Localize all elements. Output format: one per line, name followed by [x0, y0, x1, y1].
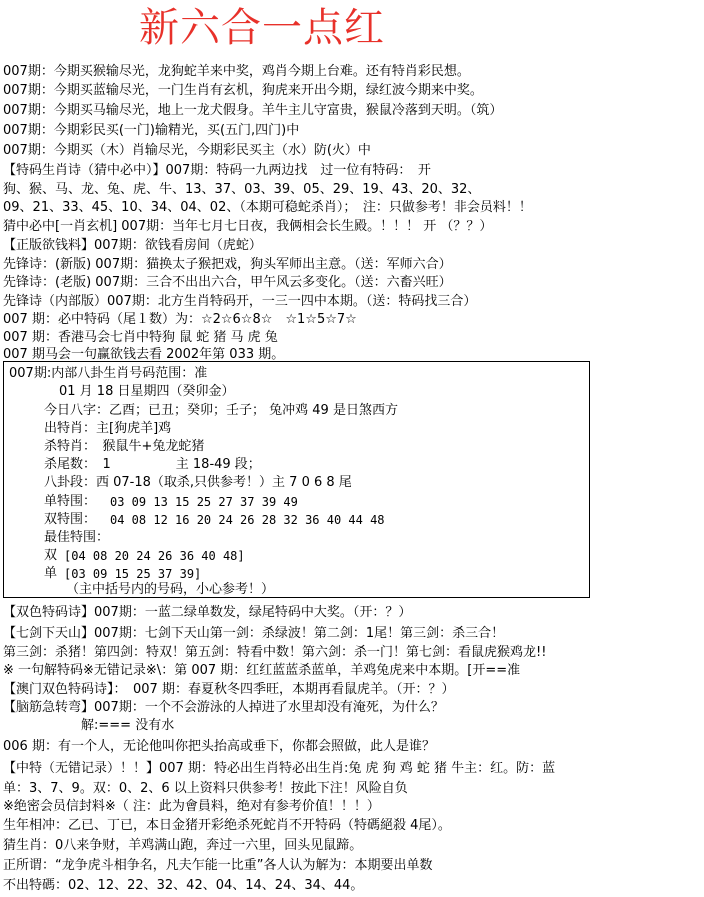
- bagua-range-box: [3, 361, 590, 598]
- mystery-line: 猜中必中[一肖玄机] 007期：当年七月七日夜，我俩相会长生殿。！！！ 开 （？？）: [3, 219, 493, 234]
- saying-line: 正所谓：“龙争虎斗相争名，凡夫乍能一比重”各人认为解为：本期要出单数: [3, 858, 433, 873]
- money-clue-line: 【正版欲钱料】007期：欲钱看房间（虎蛇）: [3, 238, 262, 253]
- vanguard-poem-line: 先锋诗（内部版）007期：北方生肖特码开，一三一四中本期。（送：特码找三合）: [3, 294, 477, 309]
- zodiac-numbers-line: 狗、猴、马、龙、兔、虎、牛、13、37、03、39、05、29、19、43、20、32、: [3, 182, 481, 197]
- member-envelope-line: ※绝密会员信封料※（ 注：此为會員料，绝对有参考价值！！！）: [3, 799, 380, 814]
- two-color-poem-line: 【双色特码诗】007期：一蓝二绿单数发，绿尾特码中大奖。（开：？）: [3, 605, 412, 620]
- tail-number-line: 007 期：必中特码（尾１数）为：☆2☆6☆8☆ ☆1☆5☆7☆: [3, 312, 357, 327]
- box-header: 007期:内部八卦生肖号码范围：准: [9, 366, 208, 381]
- vanguard-poem-line: 先锋诗：(新版) 007期：猫换太子猴把戏，狗头军师出主意。（送：军师六合）: [3, 257, 452, 272]
- seven-swords-line: 第三剑：杀猪！第四剑：特双！第五剑：特看中数！第六剑：杀一门！第七剑：看鼠虎猴鸡龙!!: [3, 645, 547, 660]
- box-dan-label: 单特围：: [44, 494, 97, 509]
- box-note: （主中括号内的号码，小心参考！）: [66, 582, 275, 597]
- vanguard-poem-line: 先锋诗：(老版) 007期：三合不出出六合，甲午风云多变化。（送：六畜兴旺）: [3, 275, 452, 290]
- excluded-numbers-line: 不出特碼：02、12、22、32、42、04、14、24、34、44。: [3, 878, 364, 893]
- box-best-label: 最佳特围：: [44, 530, 110, 545]
- box-shawei: 杀尾数： 1 主 18-49 段；: [44, 457, 261, 472]
- prediction-line: 007期：今期彩民买(一门)输精光，买(五门,四门)中: [3, 123, 300, 138]
- riddle-answer-line: 解:=== 没有水: [3, 718, 175, 733]
- box-best-shuang-label: 双: [44, 548, 58, 563]
- conflict-line: 生年相冲：乙已、丁已，本日金猪开彩绝杀死蛇肖不开特码（特碼絕殺 4尾）。: [3, 818, 451, 833]
- prediction-line: 007期：今期买马输尽光，地上一龙犬假身。羊牛主儿守富贵，猴鼠冷落到天明。（筑）: [3, 103, 503, 118]
- box-best-dan-numbers: [03 09 15 25 37 39]: [64, 567, 202, 581]
- box-shuang-numbers: 04 08 12 16 20 24 26 28 32 36 40 44 48: [110, 513, 385, 527]
- box-chute: 出特肖：主[狗虎羊]鸡: [44, 421, 172, 436]
- prediction-line: 007期：今期买蓝输尽光，一门生肖有玄机，狗虎来开出今期，绿红波今期来中奖。: [3, 83, 483, 98]
- prediction-line: 007期：今期买猴输尽光，龙狗蛇羊来中奖，鸡肖今期上台难。还有特肖彩民想。: [3, 64, 470, 79]
- macau-poem-line: 【澳门双色特码诗】： 007 期：春夏秋冬四季旺，本期再看鼠虎羊。（开：？）: [3, 682, 455, 697]
- special-code-line: 单：3、7、9。双：0、2、6 以上资料只供参考！按此下注！风险自负: [3, 781, 408, 796]
- box-date: 01 月 18 日星期四（癸卯金）: [59, 384, 235, 399]
- zodiac-numbers-line: 09、21、33、45、10、34、04、02、（本期可稳蛇杀肖）； 注：只做参考！非会员料！！: [3, 200, 532, 215]
- box-dan-numbers: 03 09 13 15 25 27 37 39 49: [110, 495, 298, 509]
- riddle-line: 006 期：有一个人，无论他叫你把头抬高或垂下，你都会照做，此人是谁？: [3, 739, 435, 754]
- hk-zodiac-line: 007 期：香港马会七肖中特狗 鼠 蛇 猪 马 虎 兔: [3, 330, 278, 345]
- page-title: 新六合一点红: [139, 5, 385, 51]
- box-best-shuang-numbers: [04 08 20 24 26 36 40 48]: [64, 549, 245, 563]
- box-bagua: 八卦段：西 07-18（取杀,只供参考！）主 7 0 6 8 尾: [44, 475, 352, 490]
- seven-swords-line: 【七剑下天山】007期：七剑下天山第一剑：杀绿波！第二剑：1尾！第三剑：杀三合！: [3, 626, 505, 641]
- hk-clue-line: 007 期马会一句赢欲钱去看 2002年第 033 期。: [3, 347, 285, 362]
- box-best-dan-label: 单: [44, 566, 58, 581]
- one-phrase-line: ※ 一句解特码※无错记录※\：第 007 期：红红蓝蓝杀蓝单，羊鸡兔虎来中本期。[开==准: [3, 663, 521, 678]
- guess-zodiac-line: 猜生肖：0八来争财，羊鸡满山跑，奔过一六里，回头见鼠蹄。: [3, 838, 363, 853]
- box-bazi: 今日八字：乙酉；已丑；癸卯；壬子； 兔冲鸡 49 是日煞西方: [44, 403, 398, 418]
- box-shate: 杀特肖： 猴鼠牛+兔龙蛇猪: [44, 439, 205, 454]
- zodiac-poem-line: 【特码生肖诗（猜中必中）】007期：特码一九两边找 过一位有特码： 开: [3, 163, 431, 178]
- prediction-line: 007期：今期买（木）肖输尽光，今期彩民买主（水）防(火）中: [3, 143, 371, 158]
- riddle-line: 【脑筋急转弯】007期：一个不会游泳的人掉进了水里却没有淹死，为什么？: [3, 700, 444, 715]
- special-code-line: 【中特（无错记录）！！】007 期：特必出生肖特必出生肖:兔 虎 狗 鸡 蛇 猪 牛主：红。防：蓝: [3, 761, 556, 776]
- box-shuang-label: 双特围：: [44, 512, 97, 527]
